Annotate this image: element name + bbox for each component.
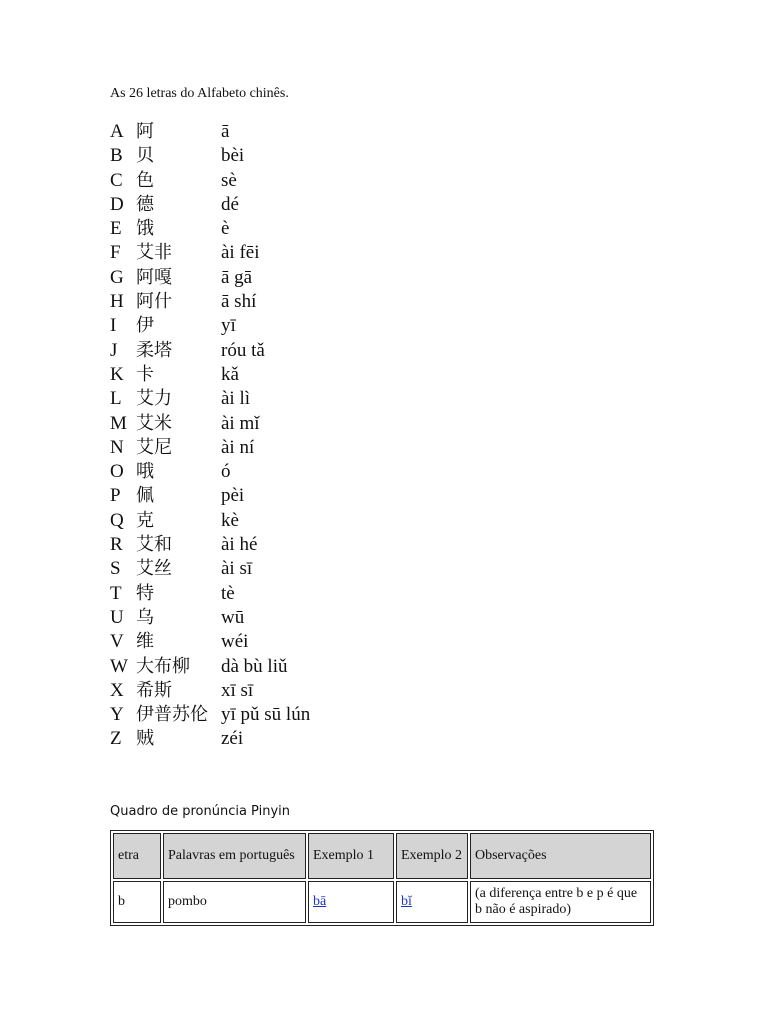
alphabet-row [110,630,430,654]
intro-text: As 26 letras do Alfabeto chinês. [110,86,289,101]
alphabet-pinyin: dà bù liǔ [221,655,288,677]
alphabet-letter: D [110,193,124,215]
alphabet-pinyin: ài sī [221,558,253,580]
alphabet-letter: Z [110,728,122,750]
alphabet-pinyin: zéi [221,728,244,750]
alphabet-letter: V [110,631,124,653]
alphabet-characters: 艾丝 [136,558,172,580]
alphabet-row [110,217,430,241]
alphabet-row [110,363,430,387]
alphabet-pinyin: bèi [221,145,245,167]
alphabet-characters: 哦 [136,461,154,483]
alphabet-letter: Q [110,509,124,531]
alphabet-row [110,533,430,557]
pinyin-table [110,830,654,926]
alphabet-pinyin: kǎ [221,363,239,385]
alphabet-pinyin: ài hé [221,534,258,556]
alphabet-characters: 贼 [136,728,154,750]
alphabet-pinyin: tè [221,582,235,604]
alphabet-letter: B [110,145,123,167]
alphabet-characters: 艾尼 [136,436,172,458]
alphabet-pinyin: sè [221,169,237,191]
alphabet-characters: 大布柳 [136,655,190,677]
alphabet-row [110,727,430,751]
alphabet-row [110,387,430,411]
cell-letter: b [113,881,161,923]
header-observations: Observações [470,833,651,879]
alphabet-letter: R [110,534,123,556]
alphabet-characters: 贝 [136,145,154,167]
alphabet-letter: O [110,461,124,483]
alphabet-letter: C [110,169,123,191]
alphabet-characters: 阿嘎 [136,266,172,288]
alphabet-pinyin: ó [221,461,231,483]
alphabet-row [110,412,430,436]
alphabet-characters: 艾米 [136,412,172,434]
alphabet-characters: 德 [136,193,154,215]
alphabet-letter: M [110,412,127,434]
alphabet-characters: 艾力 [136,388,172,410]
alphabet-letter: Y [110,704,124,726]
header-example-2: Exemplo 2 [396,833,468,879]
alphabet-characters: 艾非 [136,242,172,264]
alphabet-pinyin: wéi [221,631,249,653]
example-2-link[interactable]: bǐ [401,894,412,909]
alphabet-row [110,144,430,168]
alphabet-characters: 希斯 [136,679,172,701]
alphabet-characters: 伊普苏伦 [136,704,208,726]
alphabet-letter: E [110,218,122,240]
alphabet-characters: 维 [136,631,154,653]
alphabet-row [110,655,430,679]
alphabet-characters: 特 [136,582,154,604]
alphabet-letter: A [110,121,124,142]
alphabet-letter: U [110,606,124,628]
alphabet-characters: 伊 [136,315,154,337]
alphabet-row [110,679,430,703]
table-row [113,881,651,923]
alphabet-pinyin: pèi [221,485,245,507]
cell-word: pombo [163,881,306,923]
alphabet-row [110,193,430,217]
alphabet-characters: 乌 [136,606,154,628]
alphabet-row [110,339,430,363]
alphabet-pinyin: è [221,218,230,240]
alphabet-letter: P [110,485,121,507]
alphabet-letter: G [110,266,124,288]
alphabet-pinyin: ài lì [221,388,251,410]
alphabet-letter: L [110,388,122,410]
alphabet-row [110,606,430,630]
alphabet-pinyin: xī sī [221,679,254,701]
alphabet-row [110,703,430,727]
alphabet-row [110,582,430,606]
alphabet-row [110,436,430,460]
alphabet-characters: 卡 [136,363,154,385]
alphabet-characters: 佩 [136,485,154,507]
cell-example-2 [396,881,468,923]
alphabet-characters: 柔塔 [136,339,172,361]
alphabet-characters: 色 [136,169,154,191]
example-1-link[interactable]: bā [313,894,327,909]
alphabet-row [110,460,430,484]
header-portuguese-words: Palavras em português [163,833,306,879]
alphabet-pinyin: kè [221,509,239,531]
alphabet-pinyin: wū [221,606,245,628]
alphabet-letter: X [110,679,124,701]
alphabet-pinyin: róu tǎ [221,339,265,361]
cell-example-1 [308,881,394,923]
alphabet-list [110,120,430,752]
alphabet-pinyin: yī pǔ sū lún [221,704,311,726]
table-caption: Quadro de pronúncia Pinyin [110,804,291,819]
alphabet-pinyin: ài mǐ [221,412,260,434]
alphabet-pinyin: ā [221,121,230,142]
alphabet-pinyin: ā shí [221,291,257,313]
alphabet-letter: S [110,558,121,580]
alphabet-row [110,169,430,193]
header-example-1: Exemplo 1 [308,833,394,879]
alphabet-pinyin: ài ní [221,436,255,458]
alphabet-pinyin: dé [221,193,239,215]
alphabet-letter: K [110,363,124,385]
alphabet-letter: T [110,582,122,604]
alphabet-pinyin: yī [221,315,236,337]
alphabet-letter: J [110,339,118,361]
alphabet-letter: I [110,315,117,337]
cell-observation: (a diferença entre b e p é que b não é aspirado) [470,881,651,923]
alphabet-row [110,484,430,508]
alphabet-row [110,314,430,338]
table-header-row [113,833,651,879]
alphabet-letter: N [110,436,124,458]
alphabet-letter: W [110,655,128,677]
alphabet-pinyin: ā gā [221,266,253,288]
alphabet-pinyin: ài fēi [221,242,260,264]
alphabet-letter: H [110,291,124,313]
alphabet-row [110,509,430,533]
alphabet-row [110,266,430,290]
alphabet-characters: 阿 [136,121,154,142]
alphabet-characters: 阿什 [136,291,172,313]
alphabet-row [110,557,430,581]
alphabet-row [110,120,430,144]
alphabet-letter: F [110,242,121,264]
alphabet-row [110,241,430,265]
alphabet-characters: 克 [136,509,154,531]
alphabet-characters: 艾和 [136,534,172,556]
alphabet-characters: 饿 [136,218,154,240]
alphabet-row [110,290,430,314]
header-letter: etra [113,833,161,879]
